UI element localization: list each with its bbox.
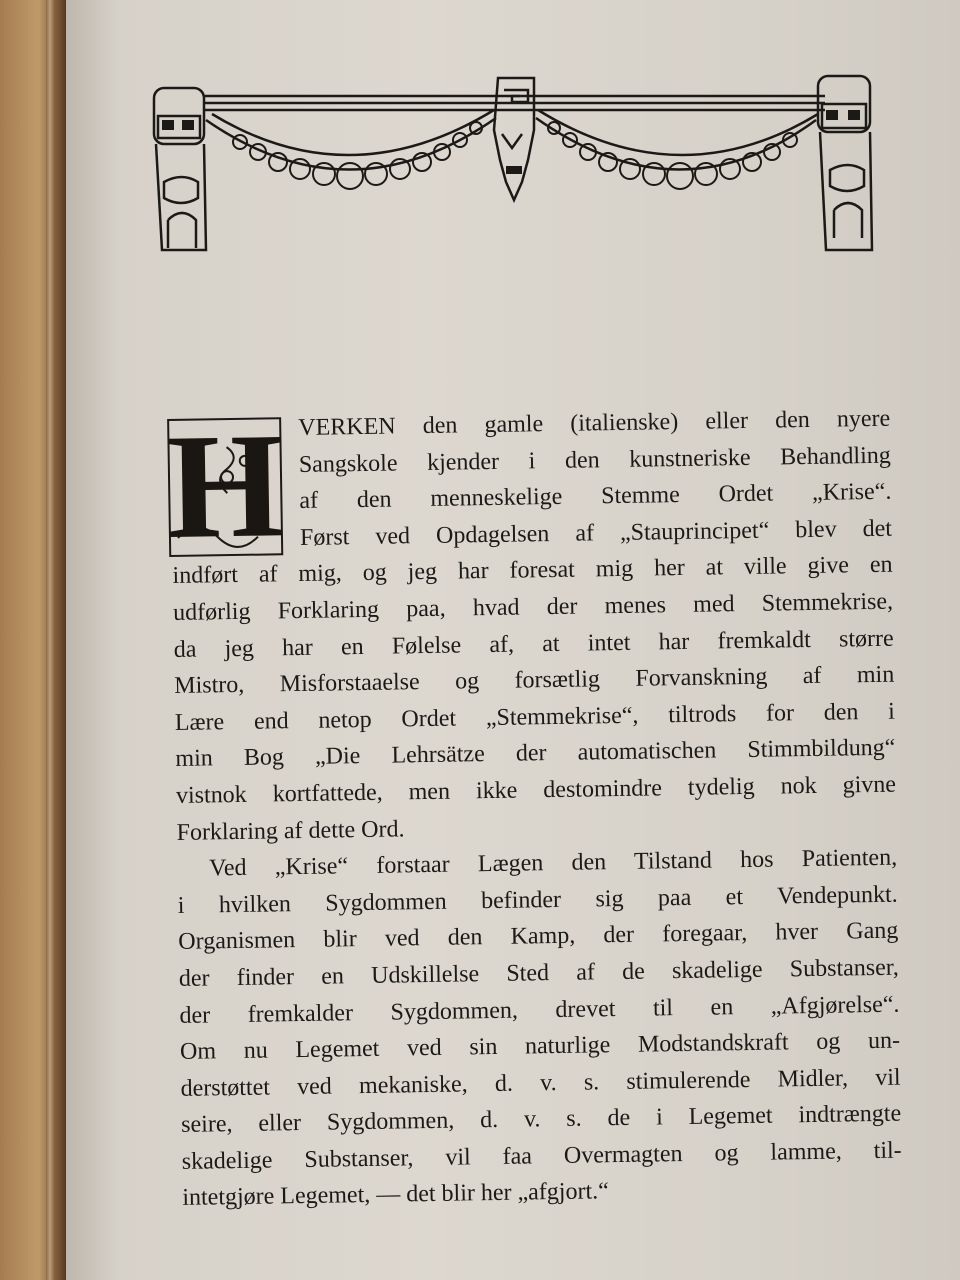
text-line: vistnok kortfattede, men ikke destomindre tydelig nok givne (175, 771, 897, 809)
text-line: i hvilken Sygdommen befinder sig paa et Vendepunkt. (177, 881, 898, 919)
text-line: min Bog „Die Lehrsätze der automatischen Stimmbildung“ (175, 734, 896, 773)
text-line: Organismen blir ved den Kamp, der foregaar, hver Gang (178, 917, 899, 956)
text-line: indført af mig, og jeg har foresat mig her at ville give en (172, 552, 893, 590)
text-line: udførlig Forklaring paa, hvad der menes med Stemmekrise, (172, 588, 894, 626)
body-text (165, 401, 903, 1217)
text-line: af den menneskelige Stemme Ordet „Krise“. (299, 478, 892, 515)
dropcap-letter: H (165, 402, 286, 571)
text-line: intetgjøre Legemet, — det blir her „afgjort.“ (182, 1178, 610, 1212)
text-line: VERKEN den gamle (italienske) eller den nyere (298, 405, 891, 441)
decorated-initial (165, 402, 286, 571)
text-line: skadelige Substanser, vil faa Overmagten og lamme, til- (181, 1137, 902, 1175)
header-ornament (150, 70, 880, 270)
text-line: der fremkalder Sygdommen, drevet til en „Afgjørelse“. (179, 991, 900, 1029)
text-line: Lære end netop Ordet „Stemmekrise“, tiltrods for den i (174, 698, 895, 736)
text-line: Mistro, Misforstaaelse og forsætlig Forvanskning af min (174, 661, 895, 700)
text-line: derstøttet ved mekaniske, d. v. s. stimulerende Midler, vil (180, 1064, 901, 1102)
paragraph-2 (177, 840, 903, 1217)
book-spine (0, 0, 70, 1280)
text-line: da jeg har en Følelse af, at intet har fremkaldt større (173, 625, 894, 663)
spine-edge (46, 0, 54, 1280)
text-line: Om nu Legemet ved sin naturlige Modstandskraft og un- (179, 1027, 901, 1066)
text-line: der finder en Udskillelse Sted af de skadelige Substanser, (178, 954, 900, 992)
garland-with-masks-ornament (150, 70, 880, 270)
text-line: Forklaring af dette Ord. (176, 815, 405, 846)
text-line: Sangskole kjender i den kunstneriske Behandling (298, 442, 891, 478)
text-line: Ved „Krise“ forstaar Lægen den Tilstand hos Patienten, (208, 844, 898, 882)
text-line: Først ved Opdagelsen af „Stauprincipet“ blev det (299, 515, 893, 551)
text-line: seire, eller Sygdommen, d. v. s. de i Legemet indtrængte (180, 1100, 902, 1139)
